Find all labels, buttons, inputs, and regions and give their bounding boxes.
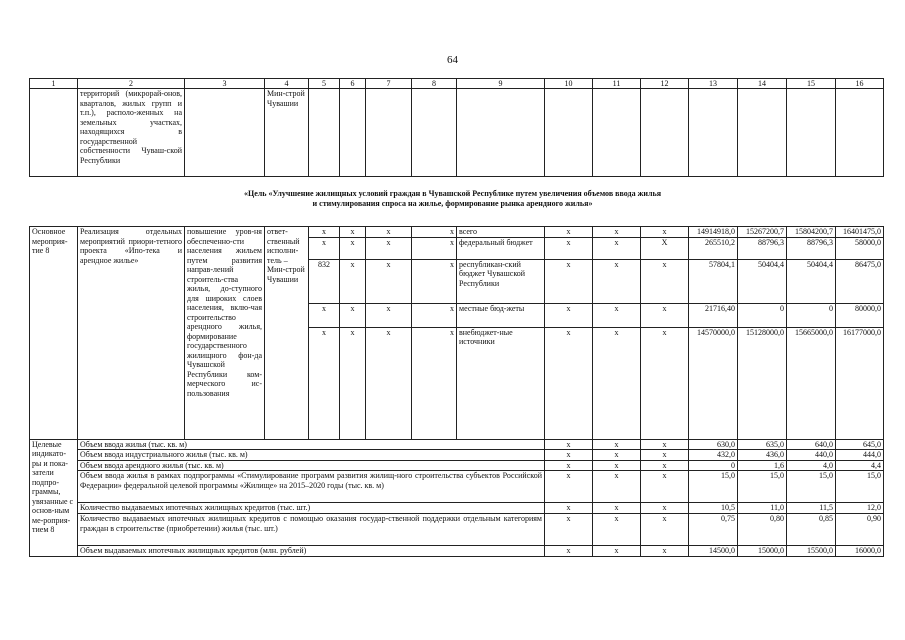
table-cell: x <box>641 471 689 503</box>
table-cell: 58000,0 <box>836 237 884 259</box>
table-cell: x <box>340 237 366 259</box>
empty-cell <box>738 89 787 177</box>
table-cell: 440,0 <box>787 450 836 461</box>
table-cell: 432,0 <box>689 450 738 461</box>
main-activity-executor: ответ-ственный исполни-тель – Мин-строй Чувашии <box>265 227 309 440</box>
header-cell: 15 <box>787 79 836 89</box>
table-cell: x <box>593 514 641 546</box>
ministry-cell: Мин-строй Чувашии <box>265 89 309 177</box>
table-cell: 0 <box>787 303 836 327</box>
table-row <box>30 439 884 450</box>
table-cell: x <box>366 259 412 303</box>
table-cell: x <box>309 303 340 327</box>
table-cell: x <box>593 439 641 450</box>
table-cell: 832 <box>309 259 340 303</box>
table-cell: x <box>545 237 593 259</box>
table-cell: 436,0 <box>738 450 787 461</box>
table-cell: x <box>641 259 689 303</box>
indicator-name: Объем ввода жилья в рамках подпрограммы «Стимулирование программ развития жилищ-ного строительства субъектов Российской Федерации» федеральной целевой программы «Жилище» на 2015–2020 годы (тыс. кв. м) <box>78 471 545 503</box>
table-cell: x <box>641 503 689 514</box>
table-cell: x <box>412 327 457 439</box>
table-cell: 4,4 <box>836 460 884 471</box>
table-top <box>29 78 884 177</box>
table-row <box>30 450 884 461</box>
table-cell: x <box>545 546 593 557</box>
goal-heading <box>0 189 905 209</box>
table-cell: x <box>340 303 366 327</box>
table-cell: 11,5 <box>787 503 836 514</box>
table-cell: республикан-ский бюджет Чувашской Республики <box>457 259 545 303</box>
table-row <box>30 514 884 546</box>
table-cell: x <box>641 439 689 450</box>
header-cell: 16 <box>836 79 884 89</box>
table-cell: x <box>545 460 593 471</box>
table-cell: 16401475,0 <box>836 227 884 238</box>
table-cell: 14570000,0 <box>689 327 738 439</box>
table-cell: 16177000,0 <box>836 327 884 439</box>
table-cell: x <box>593 227 641 238</box>
table-cell: x <box>366 227 412 238</box>
header-cell: 4 <box>265 79 309 89</box>
table-cell: 0,80 <box>738 514 787 546</box>
table-cell: x <box>545 227 593 238</box>
header-cell: 14 <box>738 79 787 89</box>
table-cell: x <box>593 259 641 303</box>
table-cell: 15,0 <box>738 471 787 503</box>
table-cell: x <box>593 460 641 471</box>
header-cell: 7 <box>366 79 412 89</box>
table-cell: x <box>340 259 366 303</box>
indicator-name: Объем ввода арендного жилья (тыс. кв. м) <box>78 460 545 471</box>
empty-cell <box>457 89 545 177</box>
table-cell: 0,90 <box>836 514 884 546</box>
table-cell: x <box>593 237 641 259</box>
table-cell: x <box>340 327 366 439</box>
table-cell: x <box>641 327 689 439</box>
table-cell: 21716,40 <box>689 303 738 327</box>
empty-cell <box>185 89 265 177</box>
table-cell: 15,0 <box>689 471 738 503</box>
table-cell: 15804200,7 <box>787 227 836 238</box>
table-cell: 444,0 <box>836 450 884 461</box>
table-cell: 14914918,0 <box>689 227 738 238</box>
header-cell: 12 <box>641 79 689 89</box>
table-cell: x <box>593 450 641 461</box>
header-cell: 8 <box>412 79 457 89</box>
table-row <box>30 227 884 238</box>
table-cell: x <box>412 259 457 303</box>
table-cell: x <box>641 514 689 546</box>
table-cell: 15500,0 <box>787 546 836 557</box>
table-cell: x <box>412 237 457 259</box>
empty-cell <box>641 89 689 177</box>
main-activity-label: Основное мероприя-тие 8 <box>30 227 78 440</box>
indicator-name: Объем ввода жилья (тыс. кв. м) <box>78 439 545 450</box>
table-cell: 630,0 <box>689 439 738 450</box>
table-cell: x <box>545 471 593 503</box>
table-cell: x <box>545 503 593 514</box>
table-cell: федеральный бюджет <box>457 237 545 259</box>
table-cell: 0,85 <box>787 514 836 546</box>
table-cell: x <box>366 303 412 327</box>
table-cell: x <box>366 327 412 439</box>
table-cell: x <box>593 327 641 439</box>
table-cell: 16000,0 <box>836 546 884 557</box>
table-row <box>30 503 884 514</box>
header-cell: 11 <box>593 79 641 89</box>
table-cell: 50404,4 <box>787 259 836 303</box>
table-cell: x <box>545 514 593 546</box>
table-cell: x <box>309 237 340 259</box>
table-row <box>30 546 884 557</box>
table-cell: внебюджет-ные источники <box>457 327 545 439</box>
table-cell: 15000,0 <box>738 546 787 557</box>
table-cell: x <box>545 303 593 327</box>
table-cell: x <box>593 303 641 327</box>
table-cell: 640,0 <box>787 439 836 450</box>
indicator-name: Объем выдаваемых ипотечных жилищных кредитов (млн. рублей) <box>78 546 545 557</box>
table-cell: 50404,4 <box>738 259 787 303</box>
table-row <box>30 460 884 471</box>
table-cell: 88796,3 <box>787 237 836 259</box>
empty-cell <box>366 89 412 177</box>
indicator-name: Количество выдаваемых ипотечных жилищных кредитов с помощью оказания государ-ственной поддержки отдельным категориям граждан в строительстве (приобретении) жилья (тыс. шт.) <box>78 514 545 546</box>
empty-cell <box>309 89 340 177</box>
header-cell: 2 <box>78 79 185 89</box>
empty-cell <box>412 89 457 177</box>
table-cell: 15665000,0 <box>787 327 836 439</box>
table-cell: 0 <box>738 303 787 327</box>
table-cell: 0,75 <box>689 514 738 546</box>
empty-cell <box>593 89 641 177</box>
table-cell: 15128000,0 <box>738 327 787 439</box>
header-cell: 9 <box>457 79 545 89</box>
table-cell: 15267200,7 <box>738 227 787 238</box>
header-cell: 3 <box>185 79 265 89</box>
table-cell: x <box>412 303 457 327</box>
table-cell: 645,0 <box>836 439 884 450</box>
indicators-label: Целевые индикато-ры и пока-затели подпро-граммы, увязанные с основ-ным ме-роприя-тием 8 <box>30 439 78 556</box>
table-cell: 265510,2 <box>689 237 738 259</box>
table-cell: 88796,3 <box>738 237 787 259</box>
empty-cell <box>689 89 738 177</box>
territory-cell: территорий (микрорай-онов, кварталов, жилых групп и т.п.), располо-женных на земельных участках, находящихся в государственной собственности Чуваш-ской Республики <box>78 89 185 177</box>
table-cell: 80000,0 <box>836 303 884 327</box>
table-cell: 4,0 <box>787 460 836 471</box>
table-cell: x <box>545 259 593 303</box>
table-cell: x <box>593 546 641 557</box>
table-cell: x <box>641 546 689 557</box>
table-cell: 1,6 <box>738 460 787 471</box>
table-cell: x <box>641 303 689 327</box>
table-cell: x <box>545 439 593 450</box>
table-cell: 635,0 <box>738 439 787 450</box>
header-cell: 1 <box>30 79 78 89</box>
table-cell: 0 <box>689 460 738 471</box>
table-cell: x <box>593 503 641 514</box>
table-cell: x <box>545 327 593 439</box>
table-cell: 14500,0 <box>689 546 738 557</box>
indicator-name: Количество выдаваемых ипотечных жилищных кредитов (тыс. шт.) <box>78 503 545 514</box>
table-row <box>30 89 884 177</box>
table-main <box>29 226 884 557</box>
table-cell: x <box>412 227 457 238</box>
table-cell: x <box>641 460 689 471</box>
goal-line-2: и стимулирования спроса на жилье, формирование рынка арендного жилья» <box>312 199 593 208</box>
empty-cell <box>545 89 593 177</box>
table-cell: X <box>641 237 689 259</box>
table-cell: 11,0 <box>738 503 787 514</box>
table-cell: x <box>340 227 366 238</box>
header-cell: 6 <box>340 79 366 89</box>
table-cell: x <box>366 237 412 259</box>
header-cell: 10 <box>545 79 593 89</box>
goal-line-1: «Цель «Улучшение жилищных условий граждан в Чувашской Республике путем увеличения объемов ввода жилья <box>243 189 662 198</box>
table-cell: 15,0 <box>836 471 884 503</box>
table-cell: местные бюд-жеты <box>457 303 545 327</box>
indicator-name: Объем ввода индустриального жилья (тыс. кв. м) <box>78 450 545 461</box>
table-row <box>30 471 884 503</box>
header-cell: 13 <box>689 79 738 89</box>
header-cell: 5 <box>309 79 340 89</box>
table-cell: 57804,1 <box>689 259 738 303</box>
main-activity-goal: повышение уров-ня обеспеченно-сти населения жильем путем развития направ-лений строитель-ства жилья, до-ступного для широких слоев населения, вклю-чая строительство арендного жилья, формирование государственного жилищного фон-да Чувашской Республики ком-мерческого ис-пользования <box>185 227 265 440</box>
table-cell: 86475,0 <box>836 259 884 303</box>
table-cell: x <box>309 327 340 439</box>
table-cell: x <box>641 227 689 238</box>
table-cell: x <box>309 227 340 238</box>
main-activity-name: Реализация отдельных мероприятий приори-тетного проекта «Ипо-тека и арендное жилье» <box>78 227 185 440</box>
empty-cell <box>30 89 78 177</box>
header-row <box>30 79 884 89</box>
table-cell: x <box>593 471 641 503</box>
table-cell: 10,5 <box>689 503 738 514</box>
page-number: 64 <box>447 54 458 66</box>
empty-cell <box>836 89 884 177</box>
table-cell: всего <box>457 227 545 238</box>
table-cell: 15,0 <box>787 471 836 503</box>
table-cell: x <box>641 450 689 461</box>
table-cell: x <box>545 450 593 461</box>
empty-cell <box>787 89 836 177</box>
empty-cell <box>340 89 366 177</box>
table-cell: 12,0 <box>836 503 884 514</box>
